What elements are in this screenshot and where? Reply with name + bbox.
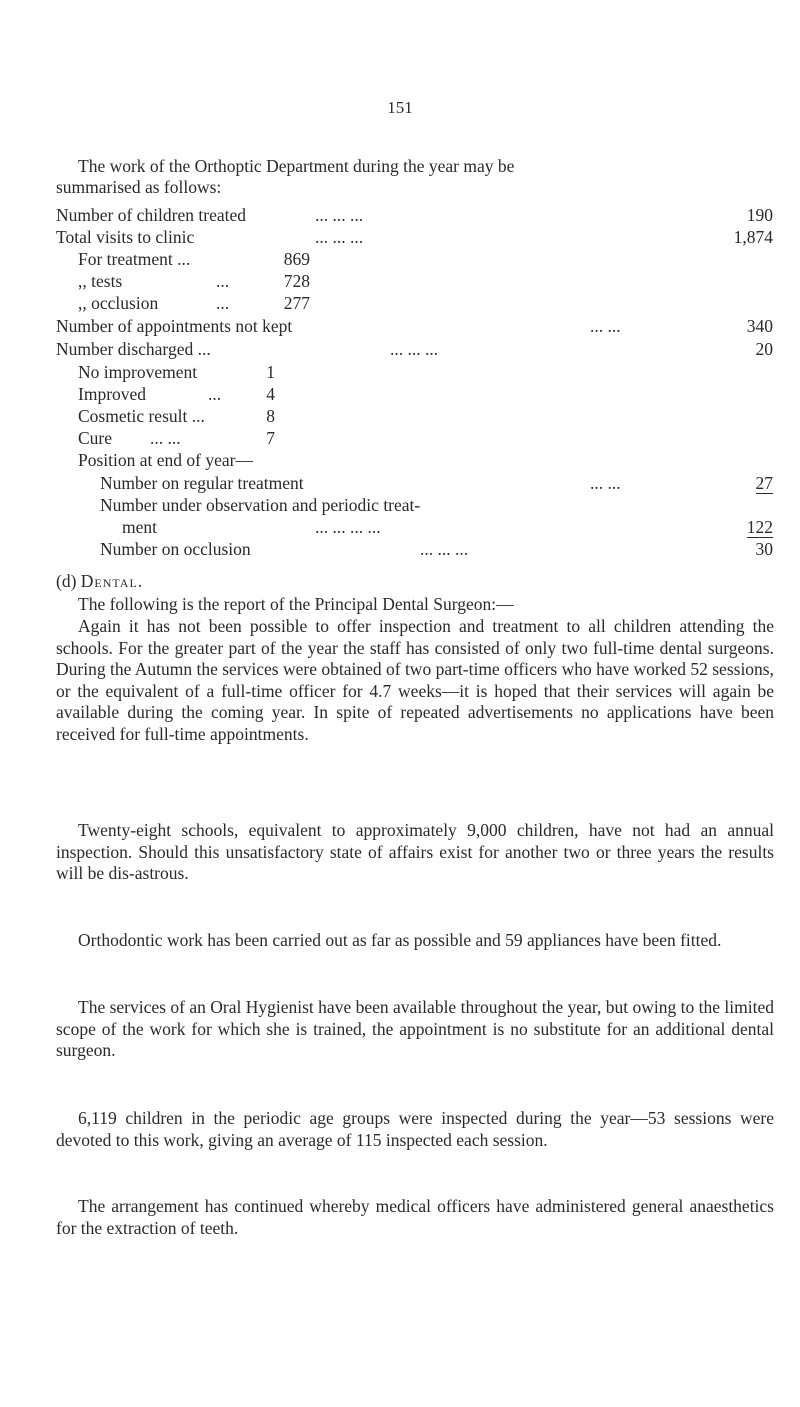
row-children-treated-value: 190	[746, 205, 773, 225]
row-appointments-not-kept-dots: ... ...	[590, 316, 621, 336]
row-discharged-dots: ... ... ...	[390, 339, 439, 359]
row-cosmetic-label: Cosmetic result ...	[78, 406, 205, 426]
row-improved-value: 4	[266, 384, 275, 404]
row-under-observation-value	[680, 517, 773, 537]
dental-intro: The following is the report of the Principal Dental Surgeon:—	[78, 594, 514, 614]
dental-paragraph-5: 6,119 children in the periodic age groups were inspected during the year—53 sessions were devoted to this work, giving an average of 115 inspected each session.	[56, 1108, 774, 1150]
row-tests-label: ,, tests	[78, 271, 123, 291]
row-cure-label: Cure	[78, 428, 113, 448]
row-for-treatment-value: 869	[283, 249, 310, 269]
row-no-improvement-value: 1	[266, 362, 275, 382]
row-appointments-not-kept-value: 340	[746, 316, 773, 336]
row-children-treated-dots: ... ... ...	[315, 205, 364, 225]
dental-heading-title: Dental.	[80, 571, 144, 591]
row-under-observation-number: 122	[746, 517, 773, 537]
row-cure-value: 7	[266, 428, 275, 448]
row-for-treatment-label: For treatment ...	[78, 249, 191, 269]
row-occlusion-label: ,, occlusion	[78, 293, 159, 313]
row-no-improvement-label: No improvement	[78, 362, 198, 382]
row-total-visits-dots: ... ... ...	[315, 227, 364, 247]
row-on-occlusion-label: Number on occlusion	[100, 539, 251, 559]
row-discharged-value: 20	[755, 339, 773, 359]
row-improved-dots: ...	[208, 384, 222, 404]
dental-paragraph-2: Twenty-eight schools, equivalent to approximately 9,000 children, have not had an annual inspection. Should this unsatisfactory state of affairs exist for another two or three years the results will be dis-astrous.	[56, 820, 774, 884]
row-under-observation-line-1: Number under observation and periodic treat-	[100, 495, 421, 515]
dental-paragraph-3: Orthodontic work has been carried out as far as possible and 59 appliances have been fitted.	[78, 930, 722, 950]
row-regular-treatment-number: 27	[755, 473, 773, 493]
row-under-observation-label: ment	[122, 517, 157, 537]
row-regular-treatment-label: Number on regular treatment	[100, 473, 304, 493]
row-appointments-not-kept-label: Number of appointments not kept	[56, 316, 293, 336]
dental-paragraph-4: The services of an Oral Hygienist have been available throughout the year, but owing to the limited scope of the work for which she is trained, the appointment is no substitute for an additional dental surgeon.	[56, 997, 774, 1061]
row-children-treated-label: Number of children treated	[56, 205, 246, 225]
row-on-occlusion-dots: ... ... ...	[420, 539, 469, 559]
row-under-observation-dots: ... ... ... ...	[315, 517, 381, 537]
dental-paragraph-6: The arrangement has continued whereby medical officers have administered general anaesthetics for the extraction of teeth.	[56, 1196, 774, 1238]
row-cosmetic-value: 8	[266, 406, 275, 426]
row-regular-treatment-dots: ... ...	[590, 473, 621, 493]
dental-heading	[56, 571, 143, 591]
row-on-occlusion-value: 30	[755, 539, 773, 559]
row-occlusion-value: 277	[283, 293, 310, 313]
row-occlusion-dots: ...	[216, 293, 230, 313]
dental-heading-prefix: (d)	[56, 571, 77, 591]
row-improved-label: Improved	[78, 384, 147, 404]
row-discharged-label: Number discharged ...	[56, 339, 211, 359]
page-number: 151	[387, 98, 413, 117]
intro-line-1: The work of the Orthoptic Department during the year may be	[78, 156, 515, 176]
row-total-visits-label: Total visits to clinic	[56, 227, 195, 247]
position-heading: Position at end of year—	[78, 450, 253, 470]
dental-paragraph-1: Again it has not been possible to offer inspection and treatment to all children attending the schools. For the greater part of the year the staff has consisted of only two full-time dental surgeons. During the Autumn the services were obtained of two part-time officers who have worked 52 sessions, or the equivalent of a full-time officer for 4.7 weeks—it is hoped that their services will again be available during the coming year. In spite of repeated advertisements no applications have been received for full-time appointments.	[56, 616, 774, 744]
row-cure-dots: ... ...	[150, 428, 181, 448]
row-tests-value: 728	[283, 271, 310, 291]
row-total-visits-value: 1,874	[733, 227, 773, 247]
row-regular-treatment-value	[680, 473, 773, 493]
row-tests-dots: ...	[216, 271, 230, 291]
intro-line-2: summarised as follows:	[56, 177, 222, 197]
